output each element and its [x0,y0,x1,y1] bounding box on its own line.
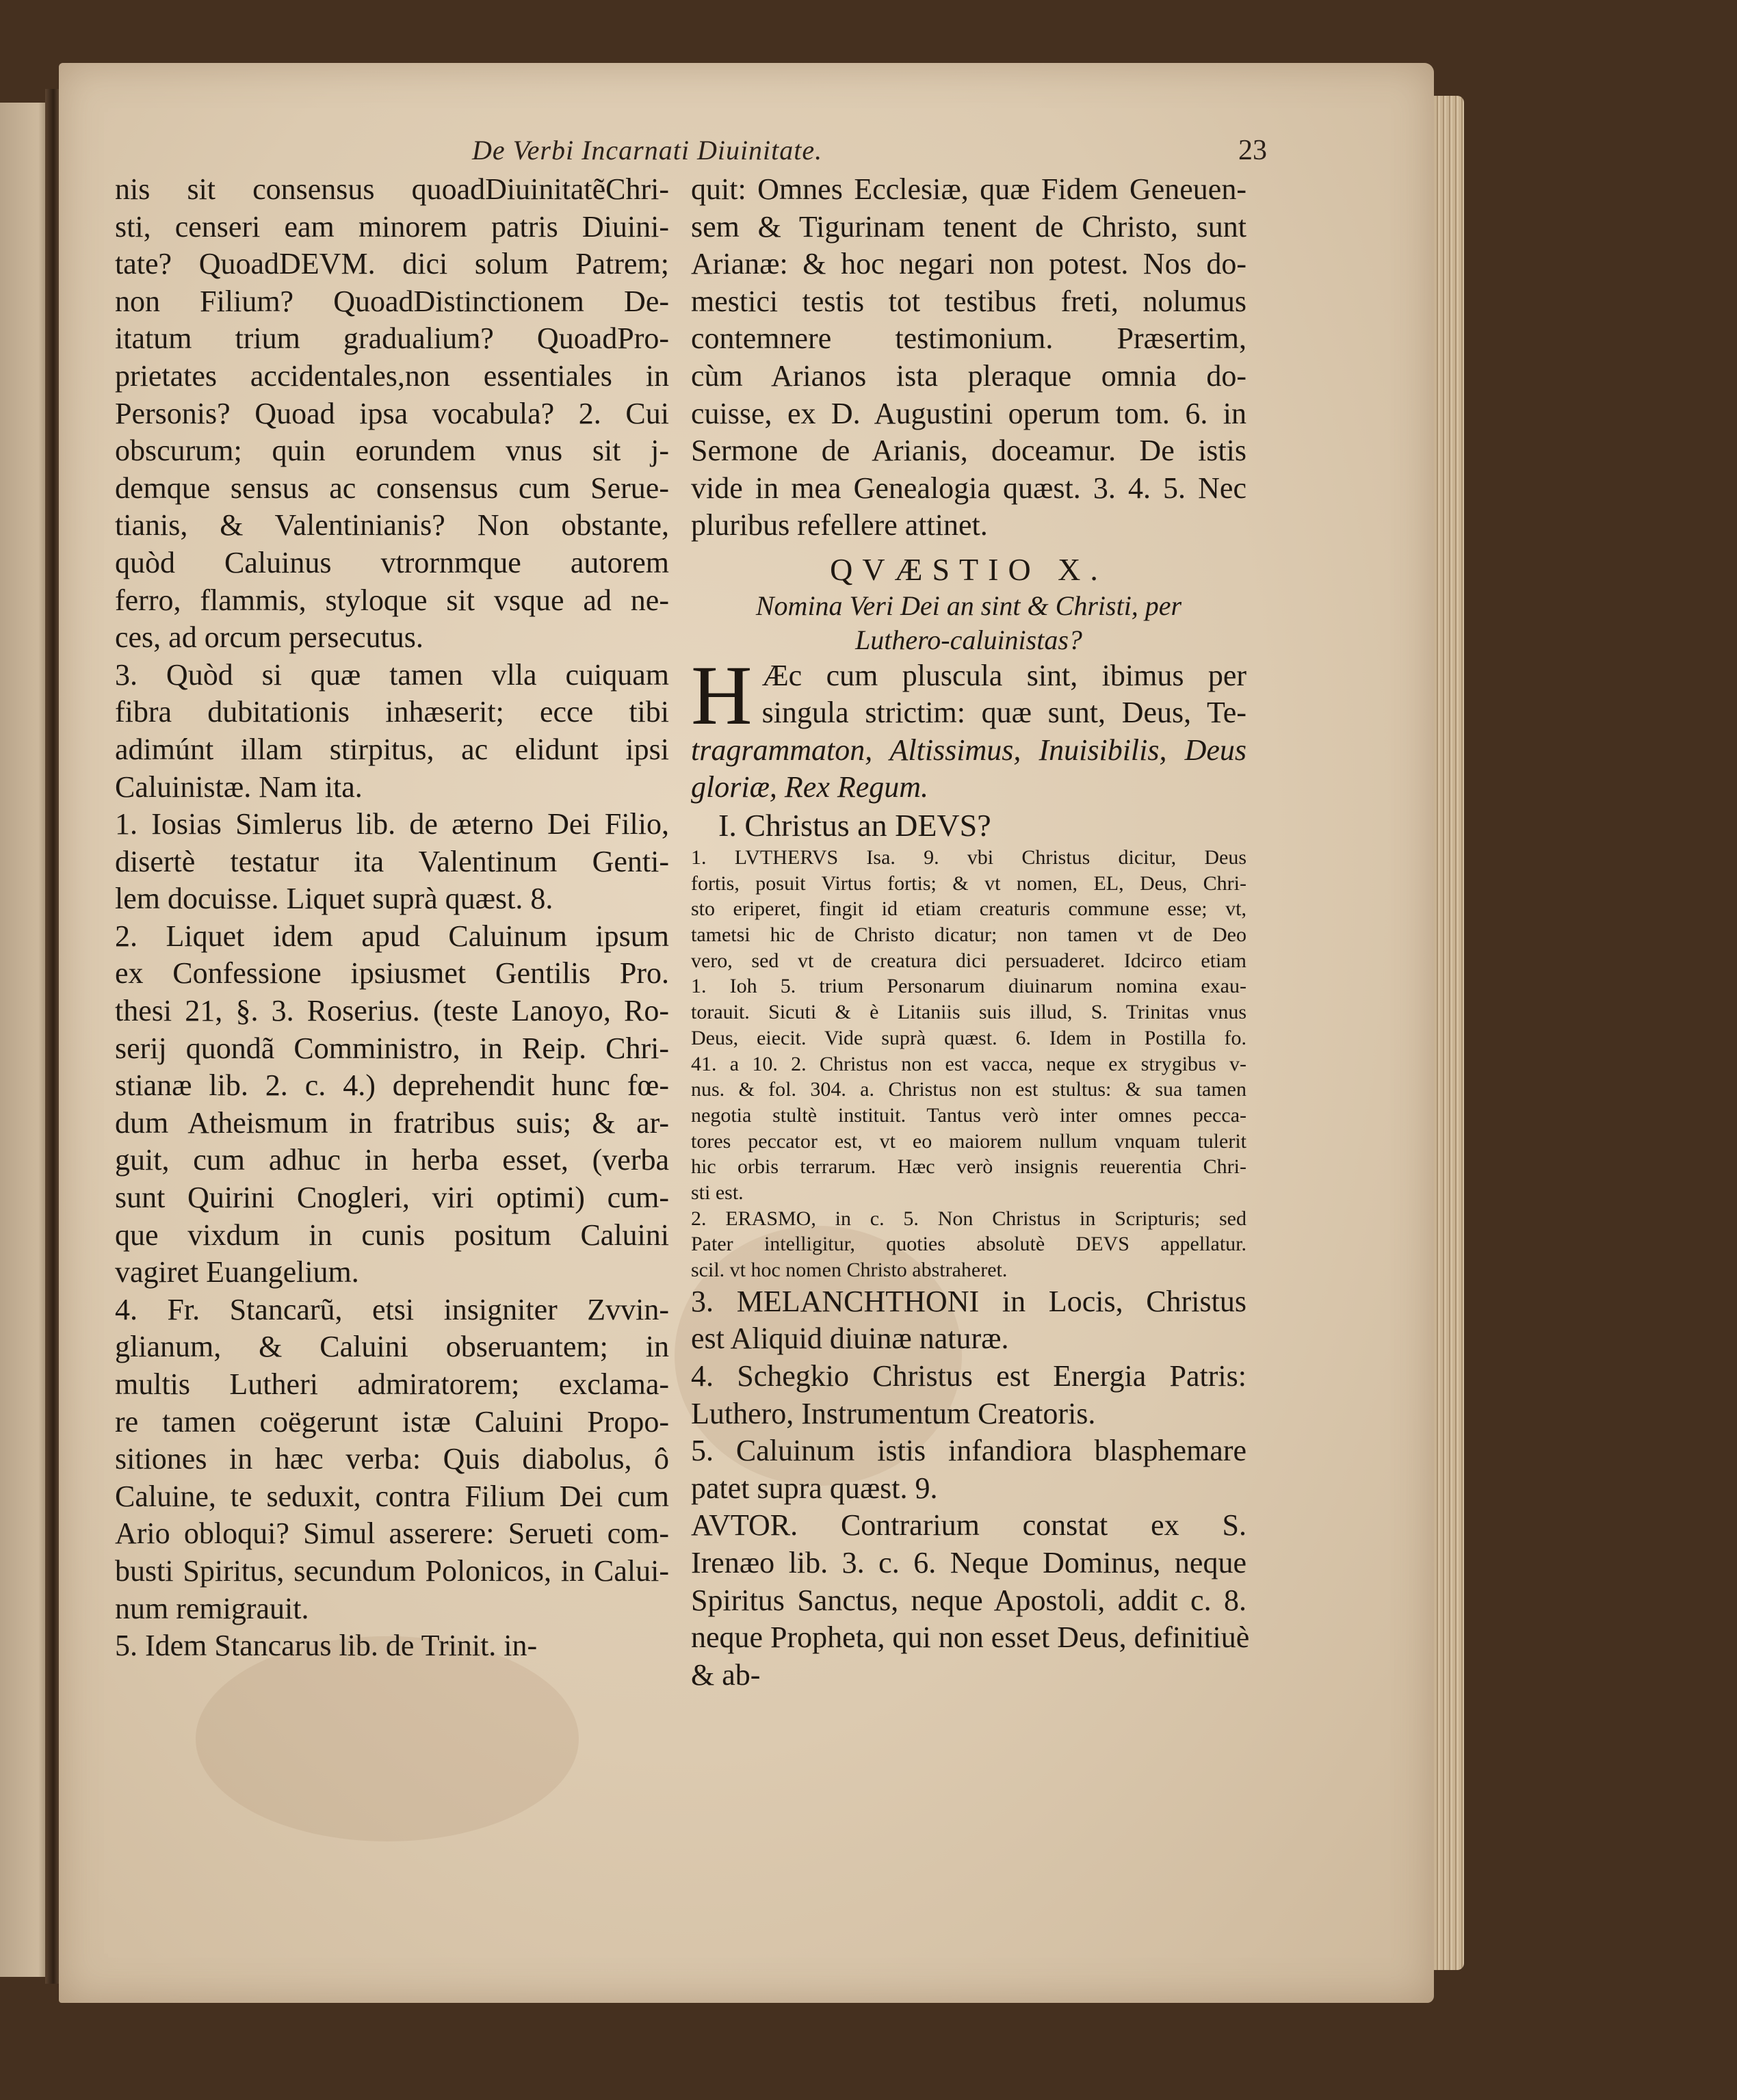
text-line: nus. & fol. 304. a. Christus non est stultus: & sua tamen [691,1078,1246,1101]
text-line: vagiret Euangelium. [115,1255,359,1289]
right-column-top [691,171,1246,544]
text-line: & ab- [691,1657,761,1692]
text-line: sem & Tigurinam tenent de Christo, sunt [691,209,1246,244]
text-line: glianum, & Caluini obseruantem; in [115,1330,669,1364]
text-line: nis sit consensus quoadDiuinitatẽChri- [115,172,669,206]
page-number: 23 [1238,135,1267,166]
text-line: ex Confessione ipsiusmet Gentilis Pro. [115,956,669,990]
text-line: cuisse, ex D. Augustini operum tom. 6. in [691,396,1246,430]
text-line: 1. Iosias Simlerus lib. de æterno Dei Filio, [115,807,669,841]
drop-cap: H [691,657,753,732]
text-line: Personis? Quoad ipsa vocabula? 2. Cui [115,396,669,430]
text-line: Arianæ: & hoc negari non potest. Nos do- [691,247,1246,281]
text-line: obscurum; quin eorundem vnus sit j- [115,434,669,468]
text-line: re tamen coëgerunt istæ Caluini Propo- [115,1404,669,1439]
text-line: 2. ERASMO, in c. 5. Non Christus in Scripturis; sed [691,1207,1246,1230]
small-print-block [691,845,1246,1283]
text-line: ferro, flammis, styloque sit vsque ad ne- [115,583,669,617]
text-line: 3. Quòd si quæ tamen vlla cuiquam [115,657,669,692]
text-line: AVTOR. Contrarium constat ex S. [691,1508,1246,1543]
text-line: hic orbis terrarum. Hæc verò insignis reuerentia Chri- [691,1155,1246,1179]
text-line: tate? QuoadDEVM. dici solum Patrem; [115,247,669,281]
text-line: 4. Schegkio Christus est Energia Patris: [691,1359,1246,1393]
left-column [115,171,669,1665]
text-line: serij quondã Comministro, in Reip. Chri- [115,1031,669,1065]
text-line: cùm Arianos ista pleraque omnia do- [691,358,1246,393]
question-heading: QVÆSTIO X. [830,551,1108,587]
text-line: guit, cum adhuc in herba esset, (verba [115,1143,669,1177]
right-column [691,171,1250,1694]
text-line: Caluinistæ. Nam ita. [115,770,363,804]
running-head: De Verbi Incarnati Diuinitate. [472,135,823,166]
text-line: est Aliquid diuinæ naturæ. [691,1322,1009,1356]
intro-line: Æc cum pluscula sint, ibimus per [761,658,1246,692]
intro-line: singula strictim: quæ sunt, Deus, Te- [761,696,1246,730]
text-line: sitiones in hæc verba: Quis diabolus, ô [115,1442,669,1476]
intro-line: gloriæ, Rex Regum. [691,770,929,804]
text-line: 5. Caluinum istis infandiora blasphemare [691,1434,1246,1468]
text-line: neque Propheta, qui non esset Deus, definitiuè [691,1620,1250,1655]
text-line: fortis, posuit Virtus fortis; & vt nomen, EL, Deus, Chri- [691,871,1246,895]
text-line: tores peccator est, vt eo maiorem nullum vnquam tulerit [691,1129,1246,1153]
text-line: Luthero, Instrumentum Creatoris. [691,1396,1096,1430]
text-line: tametsi hic de Christo dicatur; non tamen vt de Deo [691,923,1246,947]
text-line: negotia stultè instituit. Tantus verò inter omnes pecca- [691,1103,1246,1127]
text-line: patet supra quæst. 9. [691,1471,938,1505]
page-block-edges [1434,96,1464,1970]
text-line: sti, censeri eam minorem patris Diuini- [115,209,669,244]
text-line: 4. Fr. Stancarũ, etsi insigniter Zvvin- [115,1292,669,1326]
text-line: torauit. Sicuti & è Litaniis suis illud, S. Trinitas vnus [691,1001,1246,1024]
text-line: stianæ lib. 2. c. 4.) deprehendit hunc fœ- [115,1068,669,1103]
paper-stain [196,1636,579,1841]
text-line: Pater intelligitur, quoties absolutè DEVS appellatur. [691,1233,1246,1256]
text-line: quit: Omnes Ecclesiæ, quæ Fidem Geneuen- [691,172,1246,206]
text-line: lem docuisse. Liquet suprà quæst. 8. [115,882,553,916]
text-line: 5. Idem Stancarus lib. de Trinit. in- [115,1629,538,1663]
text-line: non Filium? QuoadDistinctionem De- [115,284,669,318]
text-line: adimúnt illam stirpitus, ac elidunt ipsi [115,732,669,766]
text-line: fibra dubitationis inhæserit; ecce tibi [115,695,669,729]
text-line: 1. LVTHERVS Isa. 9. vbi Christus dicitur, Deus [691,845,1246,869]
text-line: ces, ad orcum persecutus. [115,620,423,655]
text-line: Ario obloqui? Simul asserere: Serueti com- [115,1517,669,1551]
text-line: 2. Liquet idem apud Caluinum ipsum [115,919,669,953]
text-line: itatum trium gradualium? QuoadPro- [115,321,669,356]
text-line: quòd Caluinus vtrornmque autorem [115,545,669,579]
text-line: thesi 21, §. 3. Roserius. (teste Lanoyo, Ro- [115,994,669,1028]
text-line: Spiritus Sanctus, neque Apostoli, addit c. 8. [691,1583,1246,1617]
text-line: scil. vt hoc nomen Christo abstraheret. [691,1259,1008,1282]
text-line: pluribus refellere attinet. [691,508,988,542]
text-line: Irenæo lib. 3. c. 6. Neque Dominus, neque [691,1546,1246,1580]
text-line: num remigrauit. [115,1591,309,1625]
text-line: Caluine, te seduxit, contra Filium Dei cum [115,1479,669,1513]
text-line: multis Lutheri admiratorem; exclama- [115,1367,669,1401]
right-column-bottom [691,1283,1250,1694]
text-line: sti est. [691,1181,744,1205]
text-line: busti Spiritus, secundum Polonicos, in Calui- [115,1553,669,1588]
text-line: disertè testatur ita Valentinum Genti- [115,844,669,878]
text-line: vero, sed vt de creatura dici persuaderet. Idcirco etiam [691,949,1246,972]
text-line: 1. Ioh 5. trium Personarum diuinarum nomina exau- [691,975,1246,998]
text-line: contemnere testimonium. Præsertim, [691,321,1246,356]
text-line: prietates accidentales,non essentiales in [115,358,669,393]
facing-page-edge [0,103,48,1977]
text-line: mestici testis tot testibus freti, nolumus [691,284,1246,318]
text-line: Deus, eiecit. Vide suprà quæst. 6. Idem in Postilla fo. [691,1026,1246,1049]
text-line: sto eriperet, fingit id etiam creaturis commune esse; vt, [691,897,1246,921]
text-line: demque sensus ac consensus cum Serue- [115,471,669,505]
text-line: tianis, & Valentinianis? Non obstante, [115,508,669,542]
intro-line: tragrammaton, Altissimus, Inuisibilis, Deus [691,733,1246,767]
intro-paragraph [691,657,1246,732]
question-title-line: Nomina Veri Dei an sint & Christi, per [755,590,1182,621]
text-line: que vixdum in cunis positum Caluini [115,1218,669,1252]
sub-heading: I. Christus an DEVS? [718,807,991,843]
text-line: 41. a 10. 2. Christus non est vacca, neque ex strygibus v- [691,1052,1246,1075]
text-line: dum Atheismum in fratribus suis; & ar- [115,1105,669,1140]
text-line: sunt Quirini Cnogleri, viri optimi) cum- [115,1181,669,1215]
text-line: Sermone de Arianis, doceamur. De istis [691,434,1246,468]
text-line: 3. MELANCHTHONI in Locis, Christus [691,1284,1246,1318]
text-line: vide in mea Genealogia quæst. 3. 4. 5. Nec [691,471,1246,505]
question-title-line: Luthero-caluinistas? [855,624,1082,655]
